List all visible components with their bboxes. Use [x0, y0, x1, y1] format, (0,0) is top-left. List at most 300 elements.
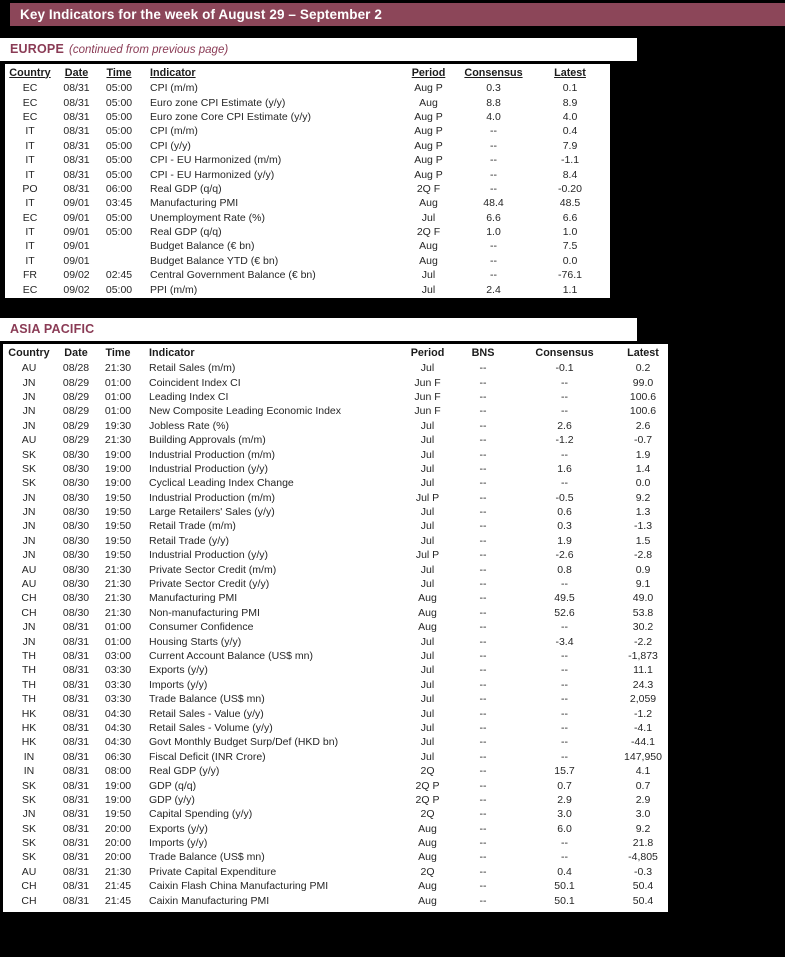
- table-row: [3, 620, 668, 634]
- cell: Jul: [420, 448, 435, 461]
- cell: 2Q F: [416, 226, 441, 239]
- column-header: Country: [9, 66, 51, 79]
- cell: 19:50: [104, 491, 132, 504]
- cell: 2,059: [629, 693, 657, 706]
- cell: JN: [22, 549, 36, 562]
- cell: Leading Index CI: [149, 390, 229, 403]
- cell: 05:00: [105, 211, 133, 224]
- cell: 2.6: [635, 419, 651, 432]
- cell: Jul: [420, 650, 435, 662]
- cell: 3.0: [635, 808, 651, 821]
- cell: 21:30: [104, 592, 132, 605]
- cell: -1,873: [628, 650, 658, 662]
- table-row: [3, 491, 668, 505]
- cell: HK: [21, 736, 37, 749]
- cell: Jul: [421, 211, 436, 224]
- cell: 11.1: [633, 664, 653, 677]
- cell: Caixin Manufacturing PMI: [149, 894, 270, 907]
- cell: 08/31: [62, 779, 90, 792]
- cell: 2Q: [420, 808, 435, 821]
- cell: 21:30: [104, 434, 132, 447]
- cell: 6.6: [562, 211, 578, 224]
- cell: SK: [21, 462, 36, 475]
- cell: 19:50: [104, 520, 132, 533]
- table-row: [3, 390, 668, 404]
- cell: TH: [22, 678, 36, 691]
- cell: 0.7: [557, 779, 572, 792]
- cell: 05:00: [105, 110, 133, 123]
- cell: 4.0: [486, 110, 501, 123]
- table-row: [3, 375, 668, 389]
- cell: Jul: [420, 664, 435, 677]
- table-row: [3, 706, 668, 720]
- cell: Jul: [420, 693, 435, 706]
- cell: --: [490, 139, 497, 152]
- cell: 1.3: [635, 506, 651, 519]
- table-row: [5, 196, 610, 210]
- cell: 1.1: [562, 283, 578, 296]
- cell: 09/01: [63, 226, 90, 239]
- cell: JN: [22, 405, 36, 418]
- cell: 52.6: [554, 606, 575, 619]
- cell: IT: [25, 139, 35, 152]
- cell: --: [479, 578, 487, 591]
- cell: --: [479, 765, 487, 778]
- cell: Budget Balance YTD (€ bn): [150, 254, 279, 267]
- cell: SK: [21, 822, 36, 835]
- cell: Aug: [418, 851, 437, 864]
- cell: SK: [21, 779, 36, 792]
- cell: IN: [23, 765, 35, 778]
- cell: 4.0: [562, 110, 578, 123]
- cell: --: [561, 578, 568, 591]
- cell: Aug P: [414, 125, 443, 138]
- cell: [98, 239, 140, 253]
- cell: --: [561, 721, 568, 734]
- table-row: [5, 211, 610, 225]
- cell: EC: [22, 211, 38, 224]
- cell: Jul: [420, 419, 435, 432]
- cell: Jul: [420, 506, 435, 519]
- cell: --: [479, 506, 487, 519]
- cell: 9.2: [635, 822, 651, 835]
- cell: --: [479, 865, 487, 878]
- cell: SK: [21, 448, 36, 461]
- cell: SK: [21, 851, 36, 864]
- cell: --: [479, 793, 487, 806]
- table-row: [3, 591, 668, 605]
- cell: 0.7: [635, 779, 651, 792]
- cell: CPI - EU Harmonized (m/m): [150, 154, 282, 167]
- cell: 08/31: [62, 707, 90, 720]
- cell: 08/31: [62, 793, 90, 806]
- cell: Real GDP (y/y): [149, 765, 220, 778]
- cell: -0.20: [558, 182, 582, 195]
- cell: 19:30: [104, 419, 132, 432]
- cell: Consumer Confidence: [149, 621, 254, 634]
- cell: Jul: [420, 750, 435, 763]
- cell: Jul: [420, 520, 435, 533]
- table-row: [5, 239, 610, 253]
- cell: 01:00: [104, 635, 132, 648]
- cell: --: [490, 269, 497, 282]
- cell: 01:00: [104, 621, 132, 634]
- cell: -0.7: [633, 434, 653, 447]
- cell: Retail Trade (y/y): [149, 534, 229, 547]
- cell: EC: [22, 283, 38, 296]
- cell: 53.8: [632, 606, 654, 619]
- table-row: [3, 447, 668, 461]
- cell: 0.4: [562, 125, 578, 138]
- cell: 19:00: [104, 793, 132, 806]
- cell: Industrial Production (m/m): [149, 448, 276, 461]
- cell: 19:00: [104, 477, 132, 490]
- cell: EC: [22, 96, 38, 109]
- cell: 08/30: [62, 491, 90, 504]
- cell: --: [479, 549, 487, 562]
- cell: JN: [22, 621, 36, 634]
- cell: --: [561, 707, 568, 720]
- cell: 08/31: [62, 693, 90, 706]
- cell: IT: [25, 154, 35, 167]
- column-header: BNS: [471, 346, 495, 359]
- cell: Jul: [420, 736, 435, 749]
- cell: SK: [21, 793, 36, 806]
- cell: 03:30: [104, 693, 132, 706]
- cell: Aug: [418, 822, 437, 835]
- cell: Jul: [420, 707, 435, 720]
- cell: --: [479, 721, 487, 734]
- cell: CH: [21, 592, 37, 605]
- table-row: [3, 721, 668, 735]
- cell: 0.6: [557, 506, 572, 519]
- cell: New Composite Leading Economic Index: [149, 405, 342, 418]
- cell: 08/30: [62, 448, 90, 461]
- cell: 04:30: [104, 707, 132, 720]
- table-row: [3, 663, 668, 677]
- cell: Industrial Production (y/y): [149, 549, 269, 562]
- table-row: [3, 793, 668, 807]
- cell: --: [490, 168, 497, 181]
- cell: 01:00: [104, 390, 132, 403]
- cell: 2Q P: [415, 793, 440, 806]
- cell: Jul: [420, 362, 435, 375]
- cell: --: [561, 736, 568, 749]
- cell: 0.3: [557, 520, 572, 533]
- cell: 05:00: [105, 168, 133, 181]
- cell: --: [479, 736, 487, 749]
- cell: JN: [22, 390, 36, 403]
- cell: 8.4: [562, 168, 578, 181]
- cell: 48.5: [559, 197, 581, 210]
- cell: --: [479, 693, 487, 706]
- cell: --: [479, 750, 487, 763]
- cell: -4,805: [628, 851, 658, 864]
- cell: 03:00: [104, 650, 132, 662]
- column-header: Indicator: [150, 66, 196, 79]
- table-row: [3, 361, 668, 375]
- table-row: [3, 764, 668, 778]
- cell: 19:00: [104, 779, 132, 792]
- cell: 24.3: [632, 678, 654, 691]
- cell: Cyclical Leading Index Change: [149, 477, 294, 490]
- cell: 21:45: [104, 880, 132, 893]
- cell: 0.3: [486, 82, 501, 95]
- cell: IT: [25, 240, 35, 253]
- cell: TH: [22, 650, 36, 662]
- cell: --: [479, 621, 487, 634]
- cell: 19:50: [104, 549, 132, 562]
- cell: Euro zone CPI Estimate (y/y): [150, 96, 286, 109]
- cell: Jobless Rate (%): [149, 419, 229, 432]
- cell: Retail Sales - Value (y/y): [149, 707, 264, 720]
- cell: Fiscal Deficit (INR Crore): [149, 750, 266, 763]
- table-row: [3, 750, 668, 764]
- cell: --: [490, 125, 497, 138]
- cell: 19:00: [104, 448, 132, 461]
- cell: GDP (q/q): [149, 779, 197, 792]
- cell: --: [561, 390, 568, 403]
- cell: 08/31: [62, 635, 90, 648]
- cell: --: [479, 563, 487, 576]
- table-row: [3, 433, 668, 447]
- cell: 21.8: [632, 837, 654, 850]
- cell: 100.6: [629, 405, 657, 418]
- cell: 08/31: [62, 880, 90, 893]
- cell: CH: [21, 880, 37, 893]
- cell: 50.1: [554, 880, 575, 893]
- cell: Current Account Balance (US$ mn): [149, 650, 313, 662]
- cell: 21:45: [104, 894, 132, 907]
- cell: --: [490, 254, 497, 267]
- table-row: [5, 254, 610, 268]
- cell: 7.5: [562, 240, 578, 253]
- cell: --: [479, 678, 487, 691]
- table-row: [5, 81, 610, 95]
- column-header: Date: [64, 66, 89, 79]
- cell: 08/28: [62, 362, 90, 375]
- cell: Aug: [418, 837, 437, 850]
- table-row: [3, 649, 668, 663]
- cell: 49.0: [632, 592, 654, 605]
- cell: 2.6: [557, 419, 572, 432]
- cell: CPI (m/m): [150, 82, 198, 95]
- cell: Jul P: [415, 549, 440, 562]
- cell: -1.1: [560, 154, 580, 167]
- cell: -76.1: [558, 269, 582, 282]
- cell: Aug P: [414, 110, 443, 123]
- cell: SK: [21, 837, 36, 850]
- cell: HK: [21, 707, 37, 720]
- cell: Aug: [419, 96, 438, 109]
- cell: AU: [21, 362, 37, 375]
- cell: Budget Balance (€ bn): [150, 240, 255, 253]
- cell: 08/31: [62, 721, 90, 734]
- cell: Jul: [420, 678, 435, 691]
- cell: 50.1: [554, 894, 575, 907]
- cell: 08/30: [62, 606, 90, 619]
- cell: -3.4: [555, 635, 574, 648]
- cell: Govt Monthly Budget Surp/Def (HKD bn): [149, 736, 339, 749]
- table-row: [5, 110, 610, 124]
- cell: Aug: [419, 197, 438, 210]
- cell: Euro zone Core CPI Estimate (y/y): [150, 110, 312, 123]
- cell: 08/30: [62, 592, 90, 605]
- cell: Jul: [420, 563, 435, 576]
- cell: Industrial Production (y/y): [149, 462, 269, 475]
- cell: 2Q: [420, 865, 435, 878]
- cell: AU: [21, 434, 37, 447]
- cell: --: [479, 477, 487, 490]
- cell: Aug: [418, 621, 437, 634]
- cell: 08/29: [62, 419, 90, 432]
- table-row: [5, 153, 610, 167]
- cell: 08/31: [62, 750, 90, 763]
- cell: 2Q P: [415, 779, 440, 792]
- cell: Aug: [419, 254, 438, 267]
- cell: 08/31: [62, 822, 90, 835]
- cell: Central Government Balance (€ bn): [150, 269, 316, 282]
- cell: --: [561, 448, 568, 461]
- cell: Coincident Index CI: [149, 376, 241, 389]
- cell: Jul: [420, 578, 435, 591]
- table-row: [5, 95, 610, 109]
- column-header: Time: [105, 346, 131, 359]
- cell: Large Retailers' Sales (y/y): [149, 506, 275, 519]
- cell: Manufacturing PMI: [149, 592, 238, 605]
- asia-pacific-table-header-row: [3, 344, 668, 361]
- europe-table: [5, 64, 610, 297]
- table-row: [3, 476, 668, 490]
- cell: --: [479, 448, 487, 461]
- cell: Jul P: [415, 491, 440, 504]
- cell: Caixin Flash China Manufacturing PMI: [149, 880, 329, 893]
- cell: --: [479, 390, 487, 403]
- cell: IT: [25, 197, 35, 210]
- cell: --: [490, 154, 497, 167]
- cell: Jul: [420, 477, 435, 490]
- cell: IT: [25, 226, 35, 239]
- cell: 21:30: [104, 578, 132, 591]
- table-row: [3, 548, 668, 562]
- cell: 20:00: [104, 837, 132, 850]
- cell: 0.4: [557, 865, 572, 878]
- cell: 08/31: [63, 96, 90, 109]
- cell: --: [561, 750, 568, 763]
- cell: Real GDP (q/q): [150, 182, 222, 195]
- column-header: Consensus: [535, 346, 594, 359]
- cell: 2.4: [486, 283, 501, 296]
- table-row: [5, 167, 610, 181]
- europe-heading-note: (continued from previous page): [69, 44, 229, 56]
- table-row: [5, 182, 610, 196]
- cell: -4.1: [633, 721, 653, 734]
- cell: 8.9: [562, 96, 578, 109]
- cell: JN: [22, 419, 36, 432]
- cell: CH: [21, 606, 37, 619]
- cell: 50.4: [632, 880, 654, 893]
- cell: Retail Sales - Volume (y/y): [149, 721, 273, 734]
- cell: PPI (m/m): [150, 283, 198, 296]
- europe-heading: EUROPE: [10, 42, 64, 56]
- column-header: Time: [106, 66, 132, 79]
- cell: AU: [21, 578, 37, 591]
- cell: 08/30: [62, 462, 90, 475]
- cell: --: [490, 240, 497, 253]
- cell: CPI (m/m): [150, 125, 198, 138]
- table-row: [3, 634, 668, 648]
- cell: 2Q: [420, 765, 435, 778]
- page-title: Key Indicators for the week of August 29 – September 2: [20, 7, 382, 22]
- cell: 08/31: [62, 865, 90, 878]
- table-row: [3, 404, 668, 418]
- cell: 01:00: [104, 405, 132, 418]
- cell: GDP (y/y): [149, 793, 195, 806]
- cell: -1.3: [633, 520, 653, 533]
- cell: 2Q F: [416, 182, 441, 195]
- cell: 03:30: [104, 678, 132, 691]
- cell: JN: [22, 534, 36, 547]
- cell: Private Sector Credit (m/m): [149, 563, 277, 576]
- table-row: [5, 225, 610, 239]
- cell: Aug: [418, 880, 437, 893]
- cell: IT: [25, 168, 35, 181]
- cell: 08/30: [62, 520, 90, 533]
- table-row: [3, 678, 668, 692]
- cell: -0.3: [633, 865, 653, 878]
- cell: JN: [22, 808, 36, 821]
- asia-pacific-section-header: [0, 318, 637, 341]
- table-row: [3, 822, 668, 836]
- cell: --: [479, 362, 487, 375]
- cell: Real GDP (q/q): [150, 226, 222, 239]
- page-title-bar: [10, 3, 785, 26]
- cell: --: [479, 592, 487, 605]
- table-row: [3, 562, 668, 576]
- cell: Building Approvals (m/m): [149, 434, 266, 447]
- cell: 08/31: [63, 125, 90, 138]
- table-row: [5, 268, 610, 282]
- cell: 1.6: [557, 462, 572, 475]
- cell: Jul: [420, 462, 435, 475]
- cell: AU: [21, 865, 37, 878]
- cell: --: [479, 851, 487, 864]
- cell: 48.4: [483, 197, 504, 210]
- table-row: [3, 534, 668, 548]
- cell: --: [490, 182, 497, 195]
- cell: 08/30: [62, 563, 90, 576]
- cell: 9.1: [635, 578, 651, 591]
- cell: --: [479, 491, 487, 504]
- column-header: Indicator: [149, 346, 195, 359]
- table-row: [5, 124, 610, 138]
- cell: JN: [22, 376, 36, 389]
- cell: 08/31: [63, 110, 90, 123]
- cell: 08/29: [62, 405, 90, 418]
- cell: -0.1: [555, 362, 574, 375]
- cell: Jun F: [414, 405, 441, 418]
- cell: -1.2: [555, 434, 574, 447]
- cell: JN: [22, 520, 36, 533]
- cell: Jul: [421, 269, 436, 282]
- cell: 08/31: [62, 851, 90, 864]
- table-row: [3, 879, 668, 893]
- cell: 30.2: [632, 621, 654, 634]
- cell: Aug P: [414, 139, 443, 152]
- column-header: Country: [8, 346, 50, 359]
- cell: Jul: [420, 534, 435, 547]
- cell: Industrial Production (m/m): [149, 491, 276, 504]
